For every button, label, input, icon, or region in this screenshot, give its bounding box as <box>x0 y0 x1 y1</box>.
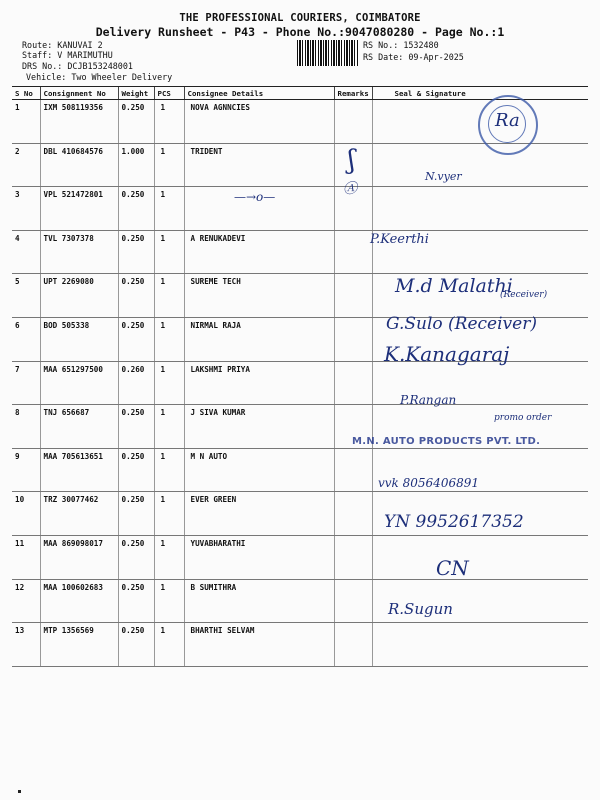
row-consignee: M N AUTO <box>184 448 334 492</box>
row-sno: 10 <box>12 492 40 536</box>
row-weight: 0.250 <box>118 535 154 579</box>
row-sno: 6 <box>12 317 40 361</box>
row-consignment: MAA 705613651 <box>40 448 118 492</box>
signature-3: N.vyer <box>425 170 462 183</box>
company-title: THE PROFESSIONAL COURIERS, COIMBATORE <box>179 12 421 24</box>
row-consignment: DBL 410684576 <box>40 143 118 187</box>
rs-date: RS Date: 09-Apr-2025 <box>363 52 464 62</box>
row-weight: 0.250 <box>118 492 154 536</box>
row-remarks <box>334 100 372 144</box>
signature-2: ʃ <box>348 145 356 175</box>
row-signature <box>372 143 588 187</box>
row-consignee: YUVABHARATHI <box>184 535 334 579</box>
header-pcs: PCS <box>154 87 184 100</box>
row-remarks <box>334 274 372 318</box>
signature-9: promo order <box>494 413 552 423</box>
row-weight: 0.250 <box>118 187 154 231</box>
row-pcs: 1 <box>154 187 184 231</box>
row-consignee: NIRMAL RAJA <box>184 317 334 361</box>
company-stamp: M.N. AUTO PRODUCTS PVT. LTD. <box>352 436 541 447</box>
signature-5: M.d Malathi <box>395 275 513 297</box>
row-remarks <box>334 535 372 579</box>
row-consignment: MTP 1356569 <box>40 623 118 667</box>
header-consignment: Consignment No <box>40 87 118 100</box>
table-row <box>12 187 588 231</box>
row-sno: 8 <box>12 405 40 449</box>
signature-4: P.Keerthi <box>370 232 429 247</box>
signature-13: R.Sugun <box>388 600 453 618</box>
row-sno: 13 <box>12 623 40 667</box>
row-signature <box>372 535 588 579</box>
row-sno: 1 <box>12 100 40 144</box>
table-row <box>12 579 588 623</box>
row-pcs: 1 <box>154 274 184 318</box>
row-weight: 0.250 <box>118 623 154 667</box>
drs-label: DRS No.: DCJB153248001 <box>22 61 133 71</box>
row-weight: 0.260 <box>118 361 154 405</box>
row-consignee: A RENUKADEVI <box>184 230 334 274</box>
rs-number: RS No.: 1532480 <box>363 40 439 50</box>
signature-5-note: (Receiver) <box>500 290 548 300</box>
row-consignee: EVER GREEN <box>184 492 334 536</box>
runsheet-subtitle: Delivery Runsheet - P43 - Phone No.:9047080280 - Page No.:1 <box>95 25 505 39</box>
row-consignment: VPL 521472801 <box>40 187 118 231</box>
signature-6: G.Sulo (Receiver) <box>386 314 537 334</box>
row-pcs: 1 <box>154 405 184 449</box>
row-pcs: 1 <box>154 100 184 144</box>
row-pcs: 1 <box>154 143 184 187</box>
row-pcs: 1 <box>154 535 184 579</box>
header-consignee: Consignee Details <box>184 87 334 100</box>
table-row <box>12 535 588 579</box>
row-remarks <box>334 317 372 361</box>
row-pcs: 1 <box>154 361 184 405</box>
row-consignment: BOD 505338 <box>40 317 118 361</box>
row-weight: 0.250 <box>118 230 154 274</box>
row-consignment: MAA 100602683 <box>40 579 118 623</box>
row-consignee: TRIDENT <box>184 143 334 187</box>
table-row <box>12 361 588 405</box>
row-weight: 0.250 <box>118 405 154 449</box>
row-sno: 4 <box>12 230 40 274</box>
row-sno: 11 <box>12 535 40 579</box>
row-consignee: B SUMITHRA <box>184 579 334 623</box>
vehicle-label: Vehicle: Two Wheeler Delivery <box>26 72 173 82</box>
row-pcs: 1 <box>154 492 184 536</box>
signature-12: CN <box>436 556 469 580</box>
remark-mark-3: Ⓐ <box>343 181 357 197</box>
row-consignment: TRZ 30077462 <box>40 492 118 536</box>
row-weight: 0.250 <box>118 448 154 492</box>
row-consignee: LAKSHMI PRIYA <box>184 361 334 405</box>
row-sno: 3 <box>12 187 40 231</box>
row-sno: 12 <box>12 579 40 623</box>
row-sno: 9 <box>12 448 40 492</box>
row-weight: 0.250 <box>118 100 154 144</box>
row-signature <box>372 187 588 231</box>
staff-label: Staff: V MARIMUTHU <box>22 50 113 60</box>
row-weight: 0.250 <box>118 274 154 318</box>
header-weight: Weight <box>118 87 154 100</box>
table-row <box>12 623 588 667</box>
row-pcs: 1 <box>154 448 184 492</box>
row-weight: 0.250 <box>118 317 154 361</box>
table-row <box>12 230 588 274</box>
row-sno: 7 <box>12 361 40 405</box>
row-sno: 5 <box>12 274 40 318</box>
route-label: Route: KANUVAI 2 <box>22 40 103 50</box>
row-consignee: SUREME TECH <box>184 274 334 318</box>
row-pcs: 1 <box>154 317 184 361</box>
signature-8: P.Rangan <box>400 393 457 407</box>
row-pcs: 1 <box>154 623 184 667</box>
delivery-table <box>12 86 588 667</box>
row-sno: 2 <box>12 143 40 187</box>
row-consignee: BHARTHI SELVAM <box>184 623 334 667</box>
row-consignee: J SIVA KUMAR <box>184 405 334 449</box>
row-consignment: UPT 2269080 <box>40 274 118 318</box>
signature-1: Ra <box>495 110 520 131</box>
row-remarks <box>334 230 372 274</box>
row-pcs: 1 <box>154 579 184 623</box>
row-remarks <box>334 361 372 405</box>
header-signature: Seal & Signature <box>372 87 588 100</box>
row-remarks <box>334 623 372 667</box>
row-remarks <box>334 579 372 623</box>
row-pcs: 1 <box>154 230 184 274</box>
signature-7: K.Kanagaraj <box>384 342 510 366</box>
signature-10: vvk 8056406891 <box>378 476 479 490</box>
page-dot <box>18 790 21 793</box>
barcode-image <box>297 40 359 66</box>
header-sno: S No <box>12 87 40 100</box>
signature-11: YN 9952617352 <box>384 512 524 532</box>
row-weight: 0.250 <box>118 579 154 623</box>
row-weight: 1.000 <box>118 143 154 187</box>
row-consignment: IXM 508119356 <box>40 100 118 144</box>
row-consignment: MAA 651297500 <box>40 361 118 405</box>
row-consignment: MAA 869098017 <box>40 535 118 579</box>
row-signature <box>372 623 588 667</box>
row-consignee: NOVA AGNNCIES <box>184 100 334 144</box>
row-consignment: TNJ 656687 <box>40 405 118 449</box>
consignee-scribble-3: —→o— <box>234 190 276 204</box>
row-remarks <box>334 492 372 536</box>
row-consignment: TVL 7307378 <box>40 230 118 274</box>
header-remarks: Remarks <box>334 87 372 100</box>
